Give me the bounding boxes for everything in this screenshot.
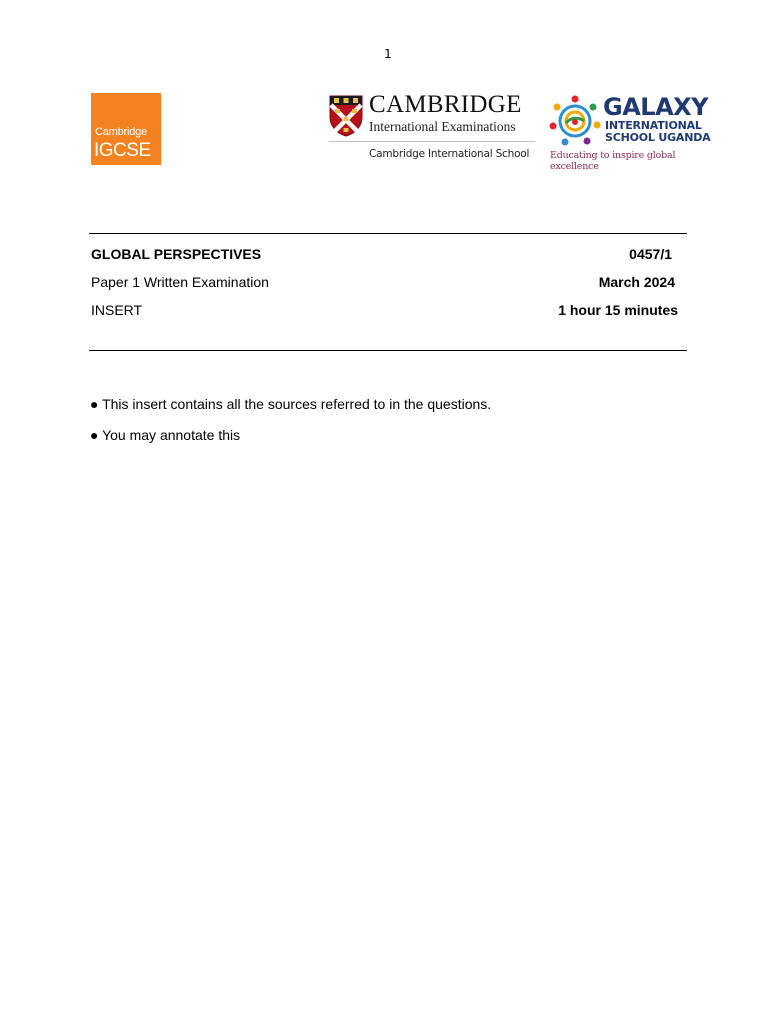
subject-code: 0457/1 [629, 246, 672, 262]
instruction-item: ● You may annotate this [90, 427, 241, 443]
galaxy-tagline: Educating to inspire global excellence [550, 150, 676, 172]
cambridge-brand: CAMBRIDGE [369, 91, 522, 118]
paper-name: Paper 1 Written Examination [91, 274, 269, 290]
galaxy-subtitle-line1: INTERNATIONAL [605, 119, 702, 132]
document-type: INSERT [91, 302, 143, 318]
igcse-logo-line1: Cambridge [95, 126, 148, 138]
cambridge-school: Cambridge International School [369, 148, 530, 160]
galaxy-emblem-icon [549, 95, 601, 147]
exam-date: March 2024 [598, 274, 675, 290]
cambridge-subtitle: International Examinations [369, 119, 516, 134]
cambridge-shield-icon [329, 95, 363, 137]
header-top-rule [89, 233, 687, 234]
galaxy-title: GALAXY [603, 93, 709, 121]
galaxy-logo [545, 93, 715, 172]
header-bottom-rule [89, 350, 687, 351]
cambridge-logo [329, 93, 537, 165]
instructions-list [90, 396, 491, 458]
instruction-item: ● This insert contains all the sources referred to in the questions. [90, 396, 492, 412]
subject-title: GLOBAL PERSPECTIVES [91, 246, 262, 262]
igcse-logo-line2: IGCSE [94, 140, 151, 161]
galaxy-subtitle-line2: SCHOOL UGANDA [605, 131, 711, 144]
cambridge-divider [329, 141, 535, 142]
page-number: 1 [384, 47, 392, 61]
exam-duration: 1 hour 15 minutes [558, 302, 678, 318]
igcse-logo [91, 93, 161, 165]
